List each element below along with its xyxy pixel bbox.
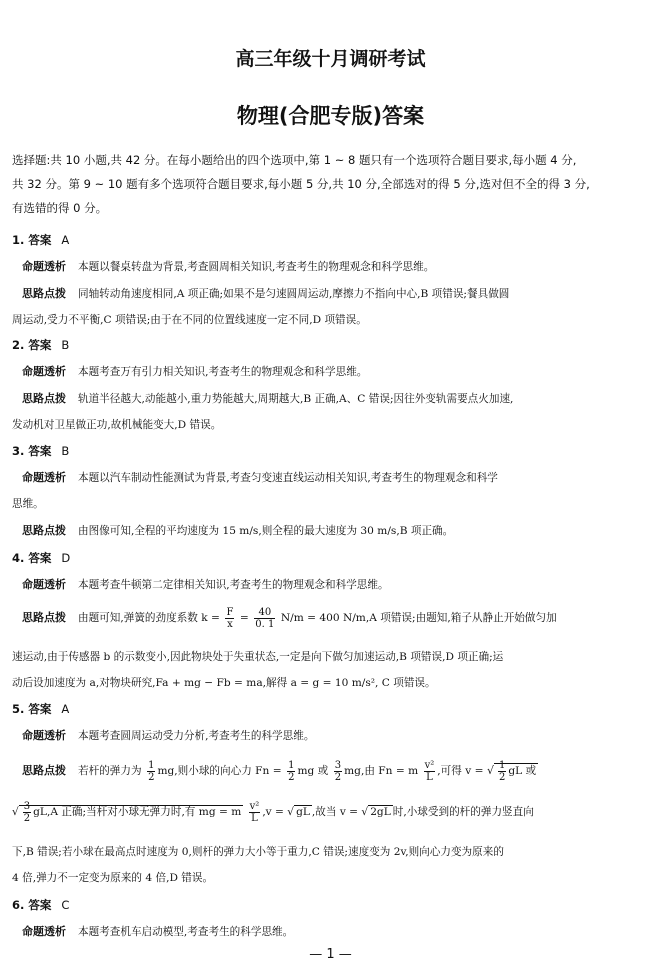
fraction-f-over-x: $\frac{F}{x}$ xyxy=(226,606,234,630)
instructions xyxy=(12,148,652,220)
question-5-analysis: 命题透析 本题考查圆周运动受力分析,考查考生的科学思维。 xyxy=(22,729,315,742)
fraction-one-half: $\frac{1}{2}$ xyxy=(288,759,295,783)
fraction-v2-over-L: $\frac{\text{v²}}{L}$ xyxy=(249,800,260,824)
fraction-40-over-0.1: $\frac{40}{0. 1}$ xyxy=(255,606,275,630)
fraction-three-halves: $\frac{3}{2}$ xyxy=(23,800,31,824)
question-3-analysis: 命题透析 本题以汽车制动性能测试为背景,考查匀变速直线运动相关知识,考查考生的物理观念和科学 xyxy=(22,471,498,484)
sqrt-icon: √ xyxy=(486,764,494,777)
sqrt-icon: √ xyxy=(361,806,369,818)
question-6-analysis: 命题透析 本题考查机车启动模型,考查考生的科学思维。 xyxy=(22,925,294,938)
question-6-answer: 6. 答案 C xyxy=(12,898,70,912)
question-4-analysis: 命题透析 本题考查牛顿第二定律相关知识,考查考生的物理观念和科学思维。 xyxy=(22,578,389,591)
question-1-analysis: 命题透析 本题以餐桌转盘为背景,考查圆周相关知识,考查考生的物理观念和科学思维。 xyxy=(22,260,435,273)
question-5-approach-cont: √ $\frac{3}{2}$ gL,A 正确;当杆对小球无弹力时,有 mg = m $\frac{\text{v²}}{L}$ ,v = √ gL ,故当 v = √ 2gL 时,小球受到的杆的弹力竖直向 xyxy=(12,800,534,824)
fraction-three-halves: $\frac{3}{2}$ xyxy=(334,759,342,783)
question-5-approach-cont: 下,B 错误;若小球在最高点时速度为 0,则杆的弹力大小等于重力,C 错误;速度变为 2v,则向心力变为原来的 xyxy=(12,846,504,858)
question-4-approach-cont: 动后设加速度为 a,对物块研究,Fa + mg − Fb = ma,解得 a = g = 10 m/s², C 项错误。 xyxy=(12,677,436,689)
answer-subtitle: 物理(合肥专版)答案 xyxy=(236,104,425,128)
question-3-analysis-cont: 思维。 xyxy=(12,498,44,510)
question-2-approach: 思路点拨 轨道半径越大,动能越小,重力势能越大,周期越大,B 正确,A、C 错误;因往外变轨需要点火加速, xyxy=(22,392,514,405)
question-3-approach: 思路点拨 由图像可知,全程的平均速度为 15 m/s,则全程的最大速度为 30 m/s,B 项正确。 xyxy=(22,524,454,537)
question-5-approach-cont: 4 倍,弹力不一定变为原来的 4 倍,D 错误。 xyxy=(12,872,214,884)
page-number: — 1 — xyxy=(309,947,352,962)
fraction-v2-over-L: $\frac{\text{v²}}{L}$ xyxy=(424,759,435,783)
sqrt-icon: √ xyxy=(12,806,19,818)
answer-letter: A xyxy=(61,233,70,247)
question-4-answer: 4. 答案 D xyxy=(12,551,71,565)
answer-letter: A xyxy=(61,702,70,716)
question-3-answer: 3. 答案 B xyxy=(12,444,70,458)
answer-letter: B xyxy=(61,338,70,352)
question-1-approach: 思路点拨 同轴转动角速度相同,A 项正确;如果不是匀速圆周运动,摩擦力不指向中心,B 项错误;餐具做圆 xyxy=(22,287,510,300)
question-2-answer: 2. 答案 B xyxy=(12,338,70,352)
question-4-approach: 思路点拨 由题可知,弹簧的劲度系数 k = $\frac{F}{x}$ = $\frac{40}{0. 1}$ N/m = 400 N/m,A 项错误;由题知,箱子从静止开始做匀加 xyxy=(22,606,557,630)
answer-letter: C xyxy=(61,898,70,912)
fraction-one-half: $\frac{1}{2}$ xyxy=(148,759,155,783)
question-5-answer: 5. 答案 A xyxy=(12,702,70,716)
answer-letter: B xyxy=(61,444,70,458)
question-1-answer: 1. 答案 A xyxy=(12,233,70,247)
answer-letter: D xyxy=(61,551,71,565)
question-2-analysis: 命题透析 本题考查万有引力相关知识,考查考生的物理观念和科学思维。 xyxy=(22,365,368,378)
instructions-line: 共 32 分。第 9 ~ 10 题有多个选项符合题目要求,每小题 5 分,共 10 分,全部选对的得 5 分,选对但不全的得 3 分, xyxy=(12,177,590,191)
exam-title: 高三年级十月调研考试 xyxy=(235,48,426,70)
question-4-approach-cont: 速运动,由于传感器 b 的示数变小,因此物块处于失重状态,一定是向下做匀加速运动,B 项错误,D 项正确;运 xyxy=(12,651,504,663)
question-5-approach: 思路点拨 若杆的弹力为 $\frac{1}{2}$ mg,则小球的向心力 Fn = $\frac{1}{2}$ mg 或 $\frac{3}{2}$ mg,由 Fn = m $\frac{\text{v²}}{L}$ ,可得 v = √ $\frac{1}{2}$ gL 或 xyxy=(22,759,537,783)
radicand: $\frac{1}{2}$ gL 或 xyxy=(494,763,538,777)
sqrt-icon: √ xyxy=(287,806,295,818)
instructions-line: 选择题:共 10 小题,共 42 分。在每小题给出的四个选项中,第 1 ~ 8 题只有一个选项符合题目要求,每小题 4 分, xyxy=(12,153,577,167)
question-2-approach-cont: 发动机对卫星做正功,故机械能变大,D 错误。 xyxy=(12,419,222,431)
question-1-approach-cont: 周运动,受力不平衡,C 项错误;由于在不同的位置线速度一定不同,D 项错误。 xyxy=(12,314,367,326)
instructions-line: 有选错的得 0 分。 xyxy=(12,201,108,215)
